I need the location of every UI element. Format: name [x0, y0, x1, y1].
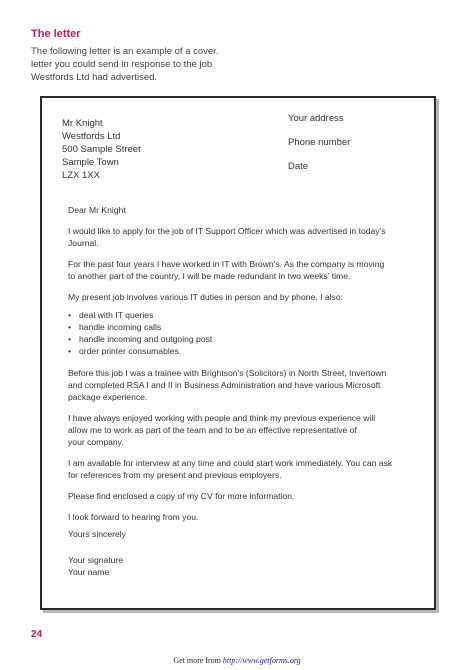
paragraph-line: I would like to apply for the job of IT Support Officer which was advertised in today's: [68, 226, 386, 236]
closing-phrase: Yours sincerely: [68, 529, 126, 539]
paragraph-line: Before this job I was a trainee with Brightson's (Solicitors) in North Street, Invertown: [68, 368, 387, 378]
paragraph-line: your company.: [68, 437, 124, 447]
list-item: [68, 345, 418, 357]
paragraph: [68, 225, 418, 249]
list-item: [68, 333, 418, 345]
paragraph-line: My present job involves various IT duties in person and by phone. I also:: [68, 292, 343, 302]
bullet-icon: •: [68, 322, 72, 332]
sender-phone: Phone number: [288, 137, 351, 148]
sender-address: Your address: [288, 113, 344, 124]
spacer: [68, 540, 126, 554]
salutation-text: Dear Mr Knight: [68, 205, 126, 215]
recipient-line: LZX 1XX: [62, 170, 101, 181]
paragraph-line: allow me to work as part of the team and to be an effective representative of: [68, 425, 357, 435]
list-item: [68, 321, 418, 333]
recipient-line: Sample Town: [62, 157, 119, 168]
list-item: [68, 309, 418, 321]
list-item-text: deal with IT queries: [79, 310, 154, 320]
paragraph: [68, 291, 418, 303]
list-item-text: order printer consumables.: [79, 346, 182, 356]
intro-text: [31, 45, 236, 84]
list-item-text: handle incoming and outgoing post: [79, 334, 213, 344]
paragraph: [68, 490, 418, 502]
footer-link[interactable]: http://www.getforms.org: [222, 656, 301, 665]
bullet-icon: •: [68, 334, 72, 344]
sender-date: Date: [288, 161, 309, 172]
paragraph-line: I am available for interview at any time and could start work immediately. You can ask: [68, 458, 393, 468]
recipient-line: Mr Knight: [62, 118, 103, 129]
paragraph: [68, 412, 418, 448]
bullet-icon: •: [68, 310, 72, 320]
paragraph-line: For the past four years I have worked in IT with Brown's. As the company is moving: [68, 259, 385, 269]
footer-prefix: Get more from: [173, 656, 221, 665]
paragraph: [68, 457, 418, 481]
paragraph-line: Journal.: [68, 238, 99, 248]
name-placeholder: Your name: [68, 567, 110, 577]
intro-line: Westfords Ltd had advertised.: [31, 72, 158, 83]
recipient-address: [62, 117, 141, 182]
bullet-icon: •: [68, 346, 72, 356]
paragraph-line: and completed RSA I and II in Business Administration and have various Microsoft: [68, 380, 381, 390]
intro-line: The following letter is an example of a cover.: [31, 46, 219, 57]
salutation: [68, 204, 418, 216]
section-heading: The letter: [31, 28, 81, 40]
footer: [0, 656, 474, 665]
intro-line: letter you could send in response to the job: [31, 59, 213, 70]
paragraph-line: Please find enclosed a copy of my CV for more information.: [68, 491, 295, 501]
sender-details: [288, 112, 350, 184]
paragraph: [68, 511, 418, 523]
paragraph-line: to another part of the country, I will be made redundant in two weeks' time.: [68, 271, 351, 281]
duties-list: [68, 309, 418, 357]
paragraph-line: package experience.: [68, 392, 148, 402]
paragraph-line: I look forward to hearing from you.: [68, 512, 199, 522]
letter-closing: [68, 528, 126, 578]
signature-placeholder: Your signature: [68, 555, 124, 565]
letter-box: [40, 96, 436, 610]
paragraph: [68, 258, 418, 282]
recipient-line: Westfords Ltd: [62, 131, 121, 142]
letter-body: [68, 204, 418, 532]
recipient-line: 500 Sample Street: [62, 144, 141, 155]
paragraph-line: I have always enjoyed working with people and think my previous experience will: [68, 413, 376, 423]
list-item-text: handle incoming calls: [79, 322, 162, 332]
page-number: 24: [31, 629, 43, 640]
paragraph: [68, 367, 418, 403]
paragraph-line: for references from my present and previous employers.: [68, 470, 282, 480]
